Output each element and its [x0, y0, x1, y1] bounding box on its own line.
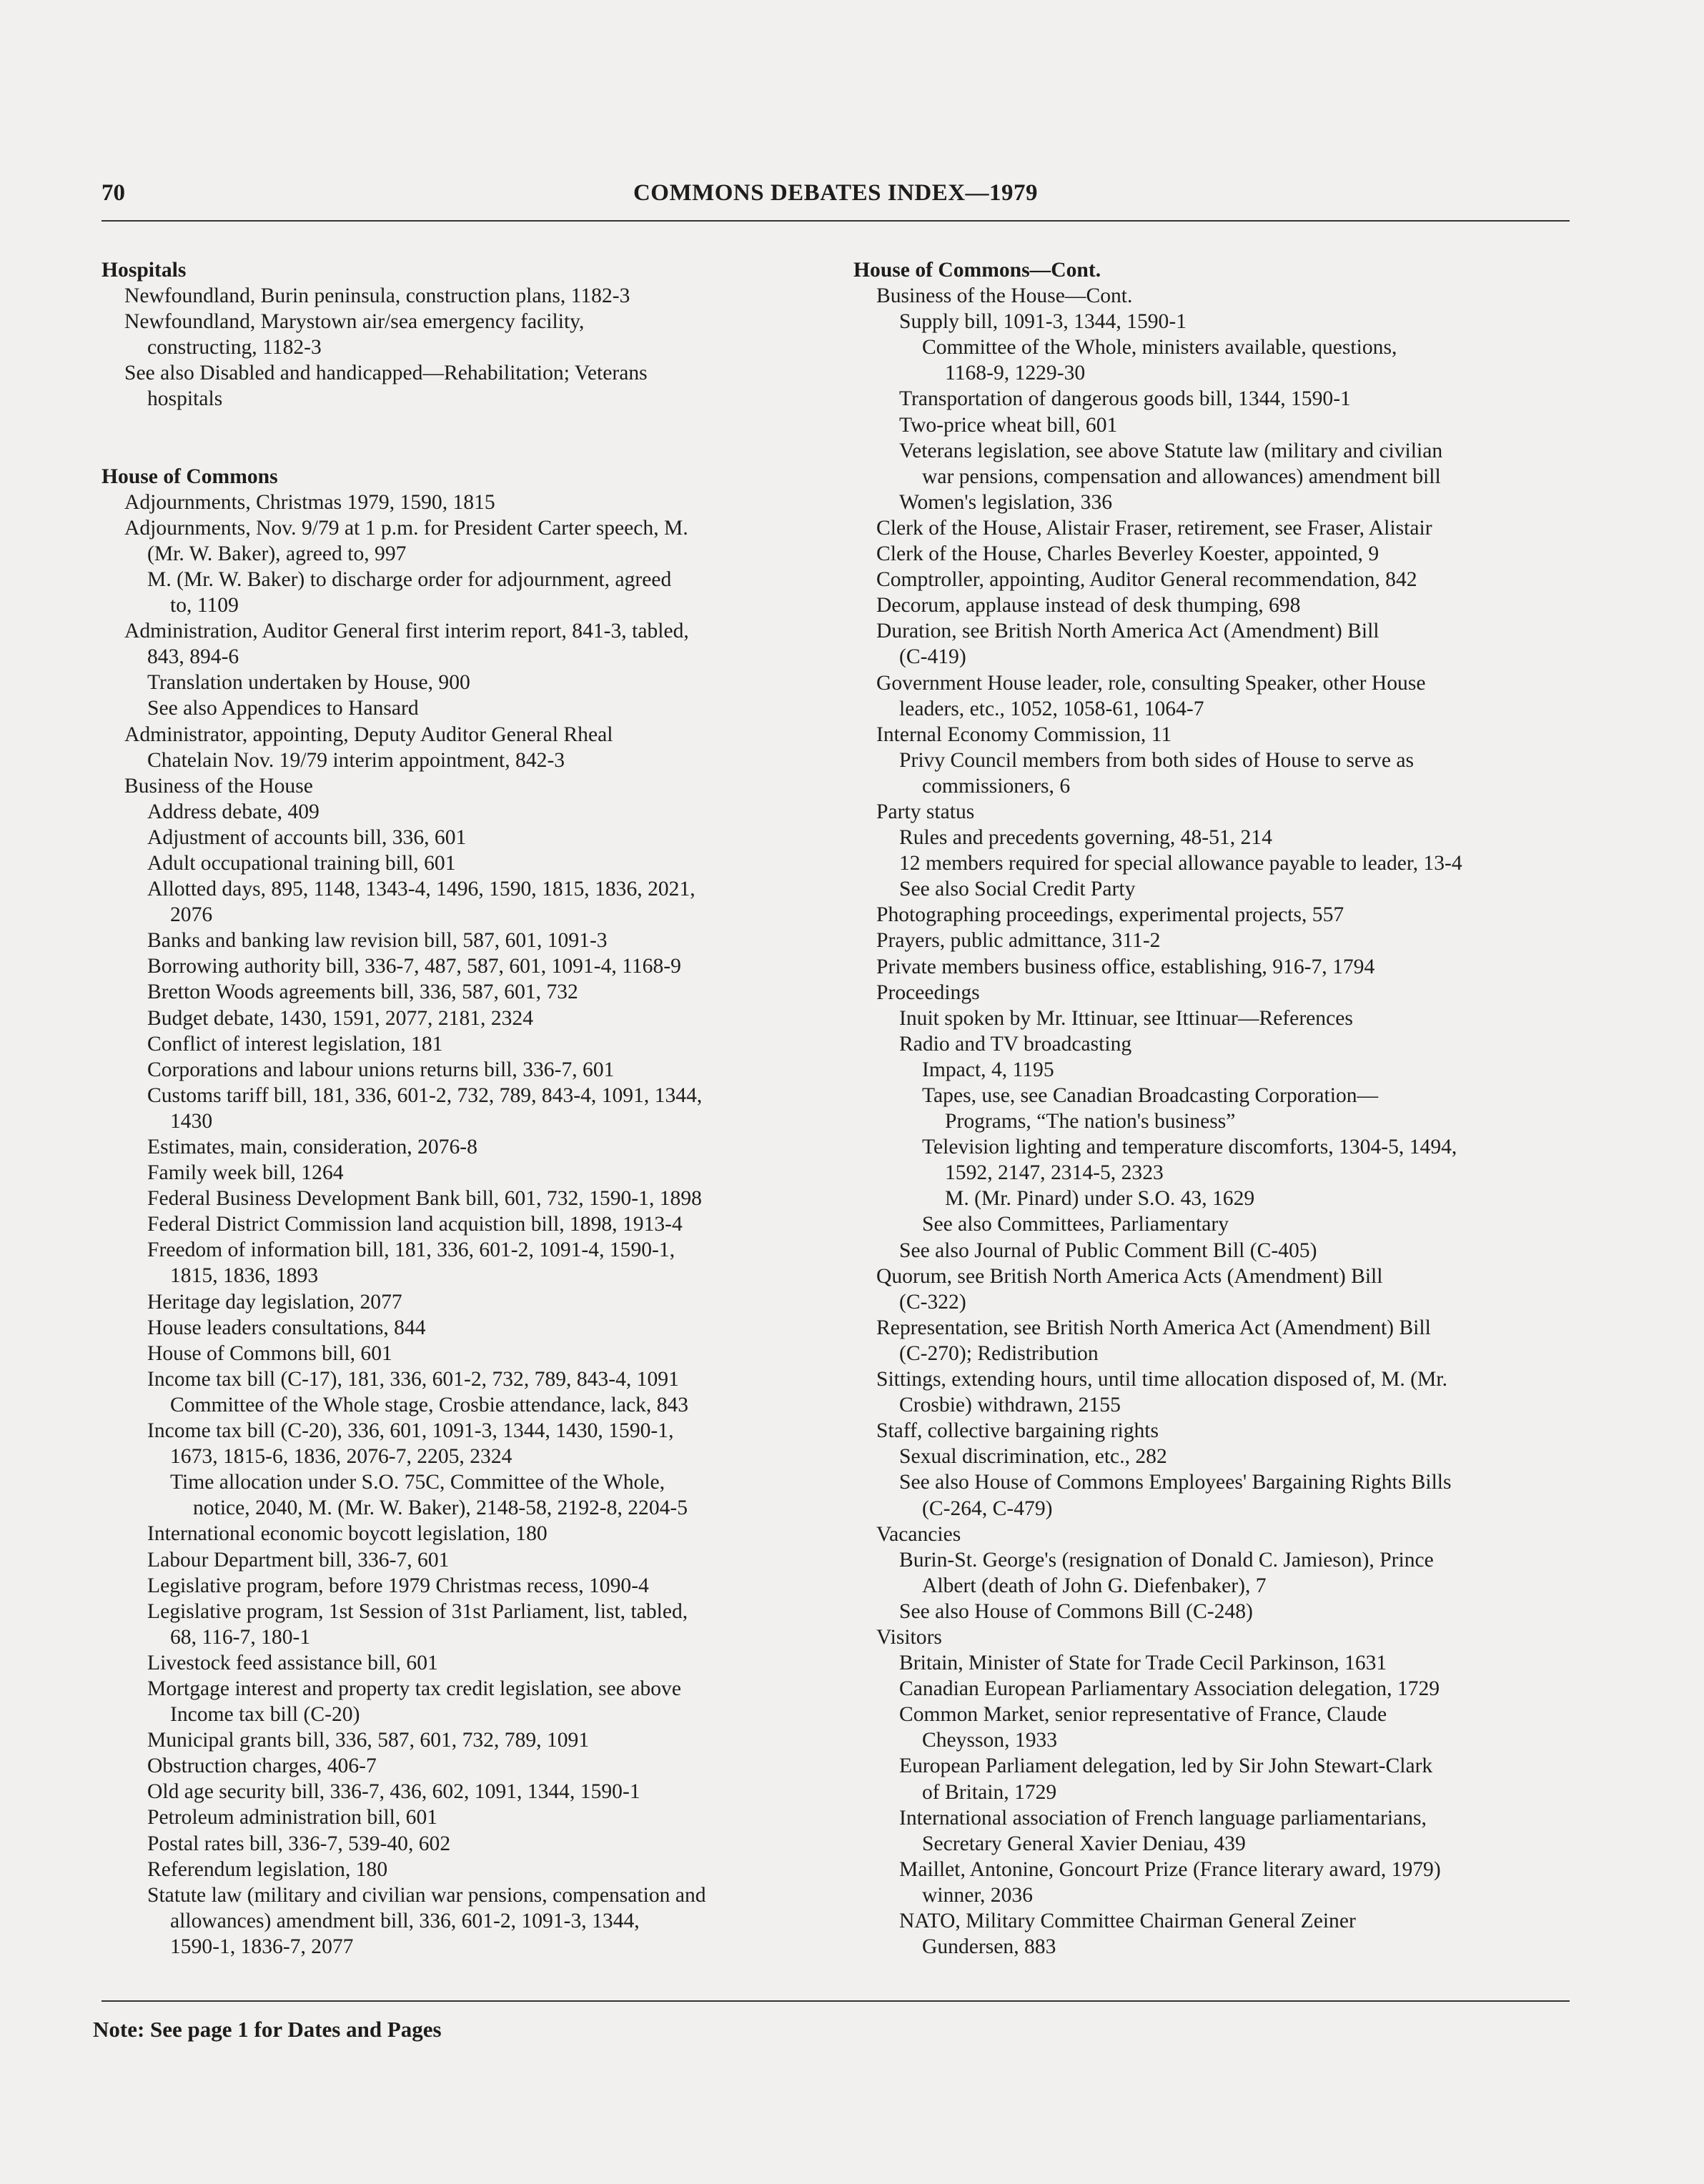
index-entry: 1592, 2147, 2314-5, 2323 — [945, 1161, 1164, 1185]
index-heading: Hospitals — [101, 259, 187, 282]
index-entry: Supply bill, 1091-3, 1344, 1590-1 — [899, 310, 1187, 334]
index-entry: Bretton Woods agreements bill, 336, 587, 601, 732 — [147, 981, 578, 1004]
index-entry: 843, 894-6 — [147, 645, 239, 669]
index-entry: NATO, Military Committee Chairman General Zeiner — [899, 1910, 1356, 1932]
header-rule — [101, 220, 1570, 222]
index-entry: commissioners, 6 — [922, 774, 1071, 798]
index-entry: Government House leader, role, consulting Speaker, other House — [876, 671, 1426, 695]
index-entry: Private members business office, establishing, 916-7, 1794 — [876, 955, 1375, 978]
index-entry: Transportation of dangerous goods bill, 1344, 1590-1 — [899, 387, 1351, 411]
index-entry: constructing, 1182-3 — [147, 336, 322, 359]
index-entry: 12 members required for special allowance payable to leader, 13-4 — [899, 852, 1462, 875]
index-entry: Duration, see British North America Act (Amendment) Bill — [876, 620, 1379, 643]
index-entry: Postal rates bill, 336-7, 539-40, 602 — [147, 1832, 451, 1855]
index-entry: Corporations and labour unions returns bill, 336-7, 601 — [147, 1058, 615, 1081]
index-entry: Canadian European Parliamentary Association delegation, 1729 — [899, 1677, 1440, 1701]
index-heading: House of Commons — [101, 465, 278, 488]
page-title: COMMONS DEBATES INDEX—1979 — [633, 180, 1039, 206]
index-entry: 1168-9, 1229-30 — [945, 362, 1086, 385]
index-entry: Family week bill, 1264 — [147, 1161, 344, 1185]
index-entry: Budget debate, 1430, 1591, 2077, 2181, 2324 — [147, 1006, 534, 1030]
index-entry: Heritage day legislation, 2077 — [147, 1290, 402, 1314]
index-entry: International association of French language parliamentarians, — [899, 1806, 1427, 1830]
index-entry: (C-322) — [899, 1290, 966, 1314]
index-entry: Obstruction charges, 406-7 — [147, 1754, 377, 1778]
index-entry: Business of the House—Cont. — [876, 284, 1133, 308]
index-entry: Cheysson, 1933 — [922, 1729, 1058, 1752]
index-entry: (Mr. W. Baker), agreed to, 997 — [147, 542, 407, 565]
index-entry: See also Journal of Public Comment Bill (C-405) — [899, 1239, 1317, 1262]
index-entry: Legislative program, before 1979 Christmas recess, 1090-4 — [147, 1574, 649, 1597]
index-entry: Allotted days, 895, 1148, 1343-4, 1496, 1590, 1815, 1836, 2021, — [147, 878, 695, 901]
index-entry: Britain, Minister of State for Trade Cecil Parkinson, 1631 — [899, 1652, 1387, 1675]
index-entry: Time allocation under S.O. 75C, Committee of the Whole, — [170, 1471, 665, 1494]
index-entry: Newfoundland, Marystown air/sea emergency facility, — [124, 310, 585, 334]
index-entry: Crosbie) withdrawn, 2155 — [899, 1394, 1121, 1417]
index-entry: notice, 2040, M. (Mr. W. Baker), 2148-58, 2192-8, 2204-5 — [193, 1496, 688, 1520]
index-entry: Television lighting and temperature discomforts, 1304-5, 1494, — [922, 1136, 1457, 1159]
index-entry: Women's legislation, 336 — [899, 490, 1113, 514]
index-entry: Representation, see British North America Act (Amendment) Bill — [876, 1316, 1431, 1339]
index-entry: Radio and TV broadcasting — [899, 1032, 1132, 1056]
index-entry: allowances) amendment bill, 336, 601-2, 1091-3, 1344, — [170, 1909, 640, 1932]
index-entry: winner, 2036 — [922, 1883, 1033, 1907]
index-entry: Proceedings — [876, 981, 980, 1004]
index-entry: Translation undertaken by House, 900 — [147, 671, 470, 695]
footer-rule — [101, 2000, 1570, 2002]
index-entry: Burin-St. George's (resignation of Donald C. Jamieson), Prince — [899, 1548, 1434, 1572]
index-entry: Quorum, see British North America Acts (Amendment) Bill — [876, 1264, 1383, 1288]
index-entry: (C-270); Redistribution — [899, 1341, 1099, 1365]
index-entry: Clerk of the House, Alistair Fraser, retirement, see Fraser, Alistair — [876, 516, 1432, 540]
index-entry: Privy Council members from both sides of House to serve as — [899, 748, 1415, 772]
index-entry: Business of the House — [124, 774, 313, 798]
index-entry: of Britain, 1729 — [922, 1780, 1057, 1804]
index-entry: Income tax bill (C-17), 181, 336, 601-2, 732, 789, 843-4, 1091 — [147, 1367, 679, 1391]
index-entry: Freedom of information bill, 181, 336, 601-2, 1091-4, 1590-1, — [147, 1239, 675, 1262]
page-number: 70 — [101, 180, 125, 206]
index-entry: Gundersen, 883 — [922, 1935, 1056, 1959]
index-entry: Committee of the Whole, ministers available, questions, — [922, 336, 1397, 359]
index-entry: Chatelain Nov. 19/79 interim appointment, 842-3 — [147, 748, 565, 772]
index-entry: International economic boycott legislation, 180 — [147, 1522, 548, 1546]
index-entry: Party status — [876, 800, 975, 823]
index-entry: Veterans legislation, see above Statute law (military and civilian — [899, 439, 1443, 462]
index-entry: Two-price wheat bill, 601 — [899, 413, 1118, 437]
index-entry: Income tax bill (C-20), 336, 601, 1091-3, 1344, 1430, 1590-1, — [147, 1419, 674, 1443]
index-entry: Photographing proceedings, experimental projects, 557 — [876, 903, 1344, 927]
index-entry: Programs, “The nation's business” — [945, 1110, 1236, 1133]
index-entry: Internal Economy Commission, 11 — [876, 723, 1172, 746]
index-entry: Mortgage interest and property tax credit legislation, see above — [147, 1677, 681, 1700]
index-entry: Livestock feed assistance bill, 601 — [147, 1651, 438, 1674]
index-entry: Municipal grants bill, 336, 587, 601, 732, 789, 1091 — [147, 1729, 590, 1752]
index-entry: Income tax bill (C-20) — [170, 1703, 360, 1727]
index-entry: Federal Business Development Bank bill, 601, 732, 1590-1, 1898 — [147, 1187, 702, 1211]
index-entry: Sexual discrimination, etc., 282 — [899, 1445, 1167, 1469]
index-entry: Secretary General Xavier Deniau, 439 — [922, 1832, 1246, 1855]
index-entry: Adjournments, Christmas 1979, 1590, 1815 — [124, 490, 495, 514]
index-entry: Banks and banking law revision bill, 587, 601, 1091-3 — [147, 929, 608, 953]
index-entry: Clerk of the House, Charles Beverley Koester, appointed, 9 — [876, 542, 1379, 566]
index-entry: Albert (death of John G. Diefenbaker), 7 — [922, 1574, 1267, 1597]
index-entry: Prayers, public admittance, 311-2 — [876, 929, 1161, 953]
index-entry: Address debate, 409 — [147, 800, 320, 823]
index-entry: 1815, 1836, 1893 — [170, 1264, 319, 1288]
index-entry: Committee of the Whole stage, Crosbie attendance, lack, 843 — [170, 1393, 689, 1416]
index-entry: to, 1109 — [170, 594, 239, 617]
index-entry: 1673, 1815-6, 1836, 2076-7, 2205, 2324 — [170, 1445, 512, 1469]
index-entry: Visitors — [876, 1625, 942, 1649]
index-entry: Customs tariff bill, 181, 336, 601-2, 732, 789, 843-4, 1091, 1344, — [147, 1083, 703, 1107]
index-entry: Conflict of interest legislation, 181 — [147, 1032, 443, 1056]
index-entry: Old age security bill, 336-7, 436, 602, 1091, 1344, 1590-1 — [147, 1780, 640, 1804]
index-entry: Decorum, applause instead of desk thumping, 698 — [876, 594, 1301, 617]
index-entry: See also Committees, Parliamentary — [922, 1213, 1229, 1236]
index-column-left — [101, 257, 816, 1960]
index-entry: (C-264, C-479) — [922, 1496, 1053, 1520]
index-entry: Maillet, Antonine, Goncourt Prize (France literary award, 1979) — [899, 1857, 1441, 1881]
index-entry: M. (Mr. W. Baker) to discharge order for adjournment, agreed — [147, 567, 672, 591]
index-entry: House of Commons bill, 601 — [147, 1341, 392, 1365]
index-entry: Adjournments, Nov. 9/79 at 1 p.m. for President Carter speech, M. — [124, 516, 688, 540]
index-column-right — [853, 257, 1575, 1960]
index-entry: Tapes, use, see Canadian Broadcasting Corporation— — [922, 1084, 1379, 1107]
index-entry: Statute law (military and civilian war pensions, compensation and — [147, 1883, 706, 1907]
index-entry: war pensions, compensation and allowances) amendment bill — [922, 465, 1441, 488]
index-entry: Legislative program, 1st Session of 31st Parliament, list, tabled, — [147, 1599, 688, 1623]
section-gap — [101, 412, 816, 464]
index-entry: See also Social Credit Party — [899, 878, 1136, 901]
index-entry: leaders, etc., 1052, 1058-61, 1064-7 — [899, 697, 1204, 720]
index-entry: House leaders consultations, 844 — [147, 1316, 426, 1339]
index-entry: 68, 116-7, 180-1 — [170, 1625, 311, 1649]
index-entry: Administrator, appointing, Deputy Auditor General Rheal — [124, 723, 613, 746]
index-entry: Administration, Auditor General first interim report, 841-3, tabled, — [124, 620, 689, 643]
index-entry: Borrowing authority bill, 336-7, 487, 587, 601, 1091-4, 1168-9 — [147, 955, 681, 978]
index-entry: Labour Department bill, 336-7, 601 — [147, 1548, 450, 1572]
index-entry: European Parliament delegation, led by Sir John Stewart-Clark — [899, 1754, 1433, 1778]
index-entry: M. (Mr. Pinard) under S.O. 43, 1629 — [945, 1187, 1255, 1211]
index-entry: Newfoundland, Burin peninsula, construction plans, 1182-3 — [124, 284, 630, 308]
index-entry: Estimates, main, consideration, 2076-8 — [147, 1136, 477, 1158]
index-entry: 2076 — [170, 903, 213, 927]
index-entry: Vacancies — [876, 1522, 961, 1546]
index-entry: 1430 — [170, 1109, 213, 1133]
index-entry: Adult occupational training bill, 601 — [147, 851, 456, 875]
index-entry: See also Appendices to Hansard — [147, 697, 419, 720]
index-entry: See also Disabled and handicapped—Rehabilitation; Veterans — [124, 362, 648, 385]
index-entry: Inuit spoken by Mr. Ittinuar, see Ittinuar—References — [899, 1006, 1353, 1030]
index-entry: 1590-1, 1836-7, 2077 — [170, 1935, 354, 1958]
page-header — [101, 180, 1570, 223]
index-entry: See also House of Commons Employees' Bargaining Rights Bills — [899, 1471, 1452, 1494]
index-entry: Impact, 4, 1195 — [922, 1058, 1054, 1081]
index-entry: Common Market, senior representative of France, Claude — [899, 1703, 1387, 1727]
index-entry: Referendum legislation, 180 — [147, 1857, 388, 1881]
index-entry: Sittings, extending hours, until time allocation disposed of, M. (Mr. — [876, 1368, 1447, 1391]
index-entry: Adjustment of accounts bill, 336, 601 — [147, 825, 467, 849]
index-entry: Comptroller, appointing, Auditor General recommendation, 842 — [876, 568, 1417, 592]
index-entry: (C-419) — [899, 645, 966, 669]
index-heading: House of Commons—Cont. — [853, 259, 1101, 282]
index-entry: Rules and precedents governing, 48-51, 214 — [899, 826, 1272, 850]
index-entry: Petroleum administration bill, 601 — [147, 1806, 438, 1830]
index-entry: hospitals — [147, 387, 223, 411]
index-entry: Federal District Commission land acquistion bill, 1898, 1913-4 — [147, 1213, 683, 1236]
index-entry: Staff, collective bargaining rights — [876, 1419, 1159, 1443]
index-entry: See also House of Commons Bill (C-248) — [899, 1599, 1253, 1623]
page-note: Note: See page 1 for Dates and Pages — [93, 2017, 442, 2042]
